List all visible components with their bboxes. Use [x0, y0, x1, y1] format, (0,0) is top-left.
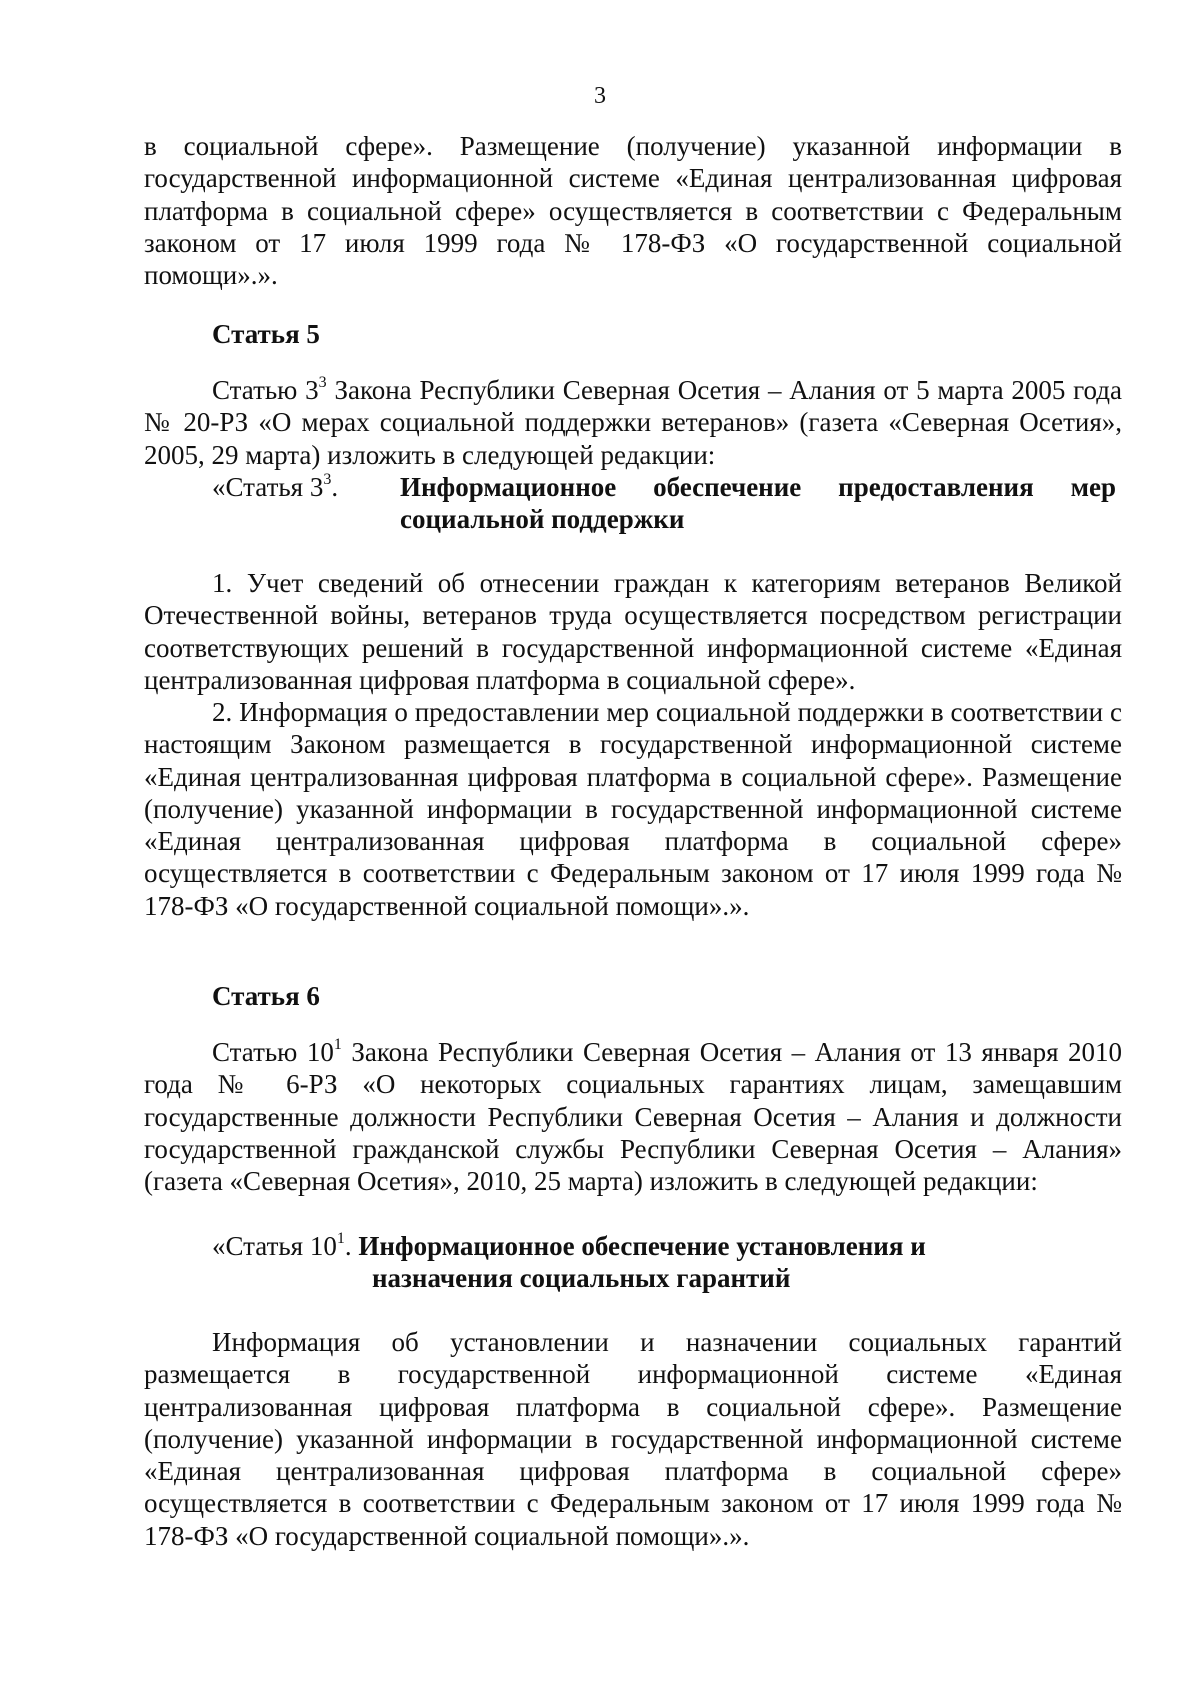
superscript: 3 — [323, 471, 332, 488]
article-5-intro — [144, 374, 1122, 471]
continuation-paragraph — [144, 130, 1122, 291]
article-6-new-title — [212, 1230, 1122, 1295]
paragraph — [144, 1036, 1122, 1197]
intro-text-b: Закона Республики Северная Осетия – Алания от 13 января 2010 года № 6-РЗ «О некоторых социальных гарантиях лицам, замещавшим государственные должности Республики Северная Осетия – Алания и должности государственной гражданской службы Республики Северная Осетия – Алания» (газета «Северная Осетия», 2010, 25 марта) изложить в следующей редакции: — [144, 1037, 1122, 1197]
page-number: 3 — [594, 83, 606, 109]
intro-text-a: Статью 10 — [212, 1037, 334, 1067]
superscript: 3 — [318, 374, 327, 391]
article-title-prefix — [212, 471, 400, 503]
prefix-dot: . — [331, 472, 339, 502]
article-5-heading: Статья 5 — [212, 319, 320, 349]
intro-text-b: Закона Республики Северная Осетия – Алания от 5 марта 2005 года № 20-РЗ «О мерах социальной поддержки ветеранов» (газета «Северная Осетия», 2005, 29 марта) изложить в следующей редакции: — [144, 375, 1122, 470]
prefix-text: «Статья 3 — [212, 472, 324, 502]
article-title-line-1: Информационное обеспечение установления и — [358, 1231, 926, 1261]
article-title-line-2: социальной поддержки — [400, 504, 685, 535]
intro-text-a: Статью 3 — [212, 375, 319, 405]
article-5-point-2 — [144, 696, 1122, 922]
paragraph: в социальной сфере». Размещение (получение) указанной информации в государственной информационной системе «Единая централизованная цифровая платформа в социальной сфере» осуществляется в соответствии с Федеральным законом от 17 июля 1999 года № 178-ФЗ «О государственной социальной помощи».». — [144, 131, 1122, 291]
article-5-new-title — [212, 471, 1122, 536]
article-title-prefix — [212, 1231, 358, 1261]
superscript: 1 — [333, 1036, 342, 1053]
article-6-intro — [144, 1036, 1122, 1197]
superscript: 1 — [336, 1230, 345, 1247]
paragraph: 2. Информация о предоставлении мер социальной поддержки в соответствии с настоящим Законом размещается в государственной информационной системе «Единая централизованная цифровая платформа в социальной сфере». Размещение (получение) указанной информации в государственной информационной системе «Единая централизованная цифровая платформа в социальной сфере» осуществляется в соответствии с Федеральным законом от 17 июля 1999 года № 178-ФЗ «О государственной социальной помощи».». — [144, 697, 1122, 921]
paragraph — [144, 374, 1122, 471]
article-6-heading: Статья 6 — [212, 981, 320, 1011]
prefix-text: «Статья 10 — [212, 1231, 337, 1261]
article-5-point-1 — [144, 567, 1122, 696]
article-title-line-1: Информационное обеспечение предоставления мер — [400, 472, 1116, 502]
prefix-dot: . — [344, 1231, 359, 1261]
article-6-body — [144, 1326, 1122, 1552]
paragraph: 1. Учет сведений об отнесении граждан к категориям ветеранов Великой Отечественной войны, ветеранов труда осуществляется посредством регистрации соответствующих решений в государственной информационной системе «Единая централизованная цифровая платформа в социальной сфере». — [144, 568, 1122, 695]
article-title-line-2: назначения социальных гарантий — [372, 1263, 791, 1294]
paragraph: Информация об установлении и назначении социальных гарантий размещается в государственной информационной системе «Единая централизованная цифровая платформа в социальной сфере». Размещение (получение) указанной информации в государственной информационной системе «Единая централизованная цифровая платформа в социальной сфере» осуществляется в соответствии с Федеральным законом от 17 июля 1999 года № 178-ФЗ «О государственной социальной помощи».». — [144, 1327, 1122, 1551]
